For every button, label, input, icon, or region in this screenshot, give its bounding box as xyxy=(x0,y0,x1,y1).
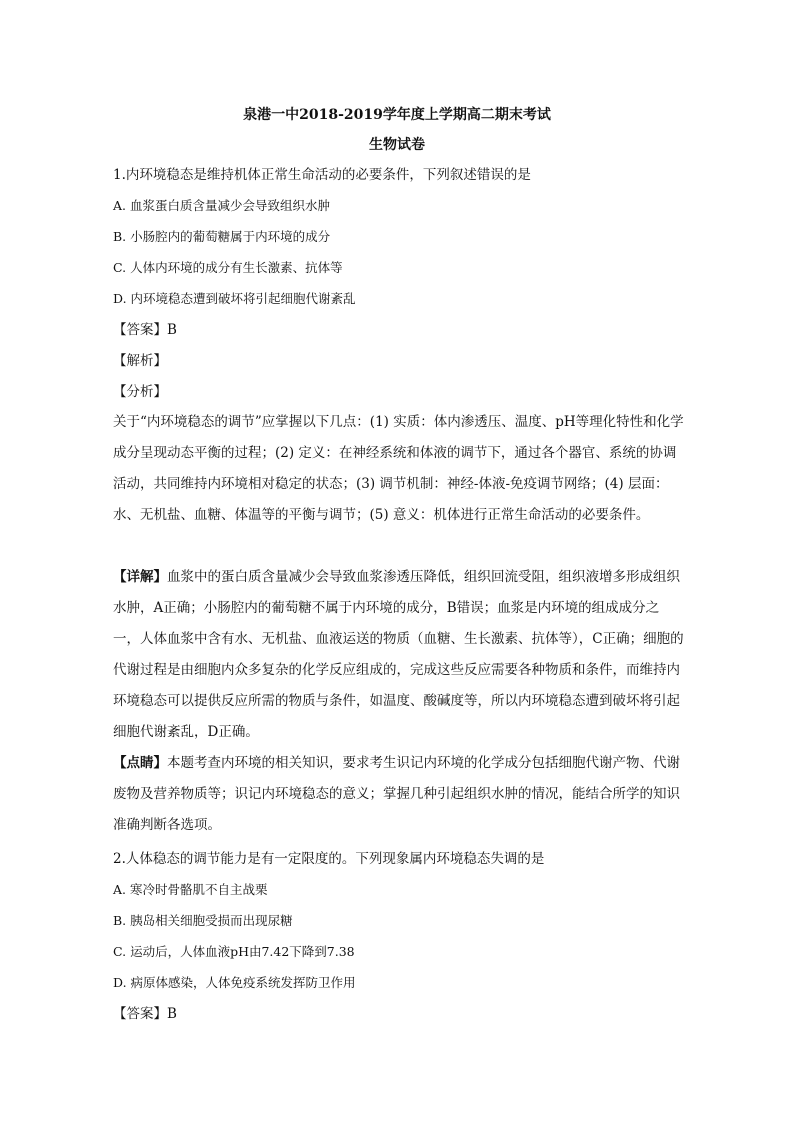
q1-fenxi-label: 【分析】 xyxy=(113,384,167,400)
q1-detail xyxy=(113,562,685,748)
q1-option-a: A. 血浆蛋白质含量减少会导致组织水肿 xyxy=(113,198,330,213)
q2-answer: 【答案】B xyxy=(113,1006,177,1022)
q1-fenxi-text: 关于“内环境稳态的调节”应掌握以下几点：(1) 实质：体内渗透压、温度、pH等理化特性和化学成分呈现动态平衡的过程；(2) 定义：在神经系统和体液的调节下，通过各个器官、系统的协调活动，共同维持内环境相对稳定的状态；(3) 调节机制：神经-体液-免疫调节网络；(4) 层面：水、无机盐、血糖、体温等的平衡与调节；(5) 意义：机体进行正常生命活动的必要条件。 xyxy=(113,414,684,523)
q1-detail-label: 【详解】 xyxy=(113,569,167,585)
q2-option-b: B. 胰岛相关细胞受损而出现尿糖 xyxy=(113,913,293,928)
q1-tip xyxy=(113,748,685,841)
q2-option-a: A. 寒冷时骨骼肌不自主战栗 xyxy=(113,882,268,897)
q1-option-b: B. 小肠腔内的葡萄糖属于内环境的成分 xyxy=(113,229,331,244)
q2-option-d: D. 病原体感染，人体免疫系统发挥防卫作用 xyxy=(113,975,356,990)
q1-answer: 【答案】B xyxy=(113,322,177,338)
q1-option-d: D. 内环境稳态遭到破坏将引起细胞代谢紊乱 xyxy=(113,291,356,306)
q1-option-c: C. 人体内环境的成分有生长激素、抗体等 xyxy=(113,260,343,275)
exam-title: 泉港一中2018-2019学年度上学期高二期末考试 xyxy=(243,107,551,123)
q1-stem: 1.内环境稳态是维持机体正常生命活动的必要条件，下列叙述错误的是 xyxy=(113,167,531,183)
q1-tip-label: 【点睛】 xyxy=(113,755,167,771)
exam-subtitle: 生物试卷 xyxy=(369,137,425,153)
q1-analysis-label: 【解析】 xyxy=(113,353,167,369)
q2-stem: 2.人体稳态的调节能力是有一定限度的。下列现象属内环境稳态失调的是 xyxy=(113,851,545,867)
q2-option-c: C. 运动后，人体血液pH由7.42下降到7.38 xyxy=(113,944,355,959)
q1-tip-text: 本题考查内环境的相关知识，要求考生识记内环境的化学成分包括细胞代谢产物、代谢废物及营养物质等；识记内环境稳态的意义；掌握几种引起组织水肿的情况，能结合所学的知识准确判断各选项。 xyxy=(113,755,680,833)
q1-detail-text: 血浆中的蛋白质含量减少会导致血浆渗透压降低，组织回流受阻，组织液增多形成组织水肿，A正确；小肠腔内的葡萄糖不属于内环境的成分，B错误；血浆是内环境的组成成分之一，人体血浆中含有水、无机盐、血液运送的物质（血糖、生长激素、抗体等），C正确；细胞的代谢过程是由细胞内众多复杂的化学反应组成的，完成这些反应需要各种物质和条件，而维持内环境稳态可以提供反应所需的物质与条件，如温度、酸碱度等，所以内环境稳态遭到破坏将引起细胞代谢紊乱，D正确。 xyxy=(113,569,684,740)
